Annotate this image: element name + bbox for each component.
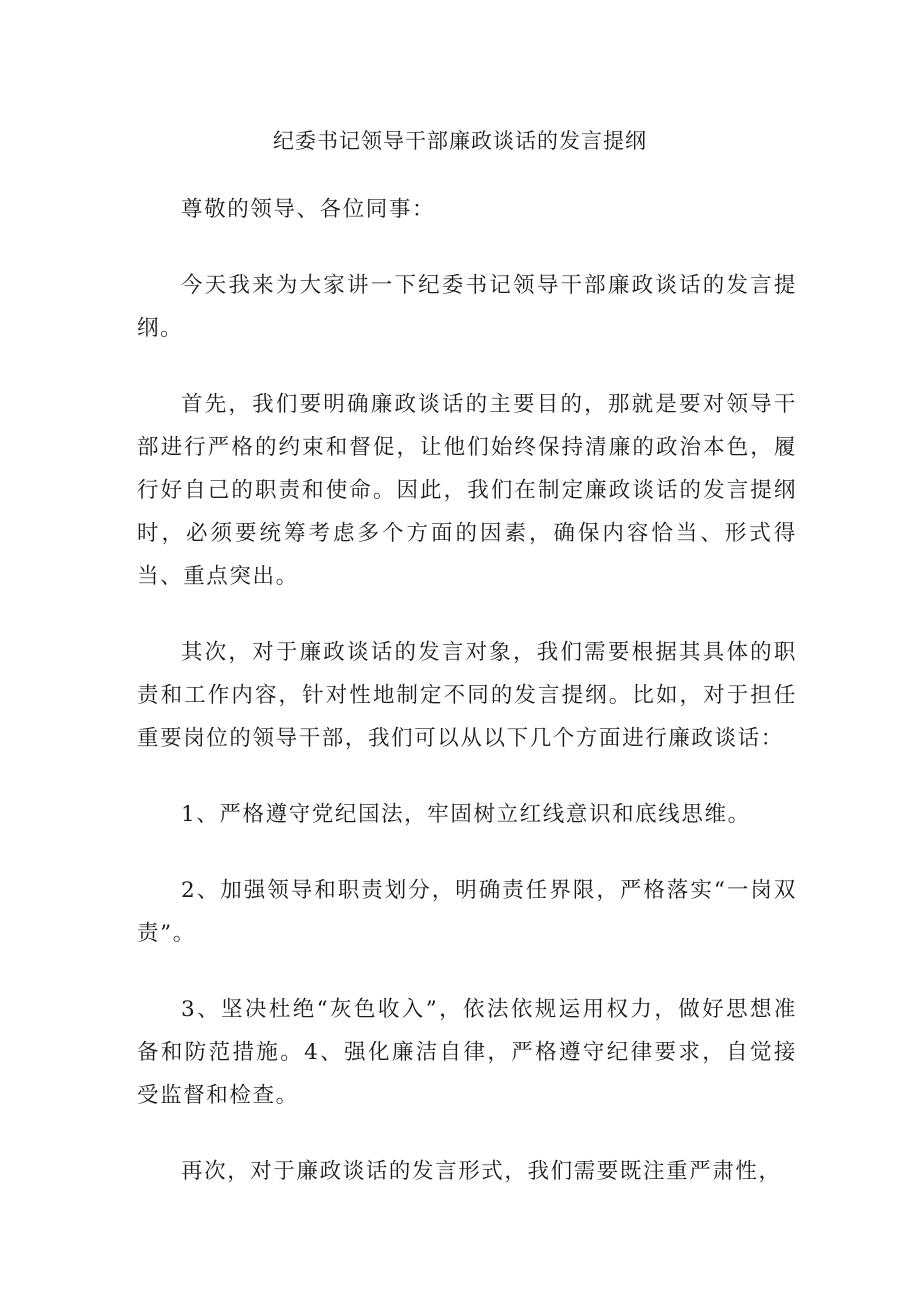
document-body: [137, 188, 797, 1226]
list-item-3-4: 3、坚决杜绝“灰色收入”，依法依规运用权力，做好思想准备和防范措施。4、强化廉洁自律，严格遵守纪律要求，自觉接受监督和检查。: [137, 997, 797, 1108]
greeting-paragraph: 尊敬的领导、各位同事：: [181, 197, 436, 222]
intro-paragraph: 今天我来为大家讲一下纪委书记领导干部廉政谈话的发言提纲。: [137, 273, 797, 341]
document-title: 纪委书记领导干部廉政谈话的发言提纲: [273, 129, 647, 153]
form-paragraph: 再次，对于廉政谈话的发言形式，我们需要既注重严肃性，: [181, 1159, 782, 1184]
list-item-1: 1、严格遵守党纪国法，牢固树立红线意识和底线思维。: [181, 802, 751, 827]
list-item-2: 2、加强领导和职责划分，明确责任界限，严格落实“一岗双责”。: [137, 878, 797, 946]
audience-paragraph: 其次，对于廉政谈话的发言对象，我们需要根据其具体的职责和工作内容，针对性地制定不同的发言提纲。比如，对于担任重要岗位的领导干部，我们可以从以下几个方面进行廉政谈话：: [137, 640, 797, 751]
purpose-paragraph: 首先，我们要明确廉政谈话的主要目的，那就是要对领导干部进行严格的约束和督促，让他们始终保持清廉的政治本色，履行好自己的职责和使命。因此，我们在制定廉政谈话的发言提纲时，必须要统筹考虑多个方面的因素，确保内容恰当、形式得当、重点突出。: [137, 392, 797, 589]
